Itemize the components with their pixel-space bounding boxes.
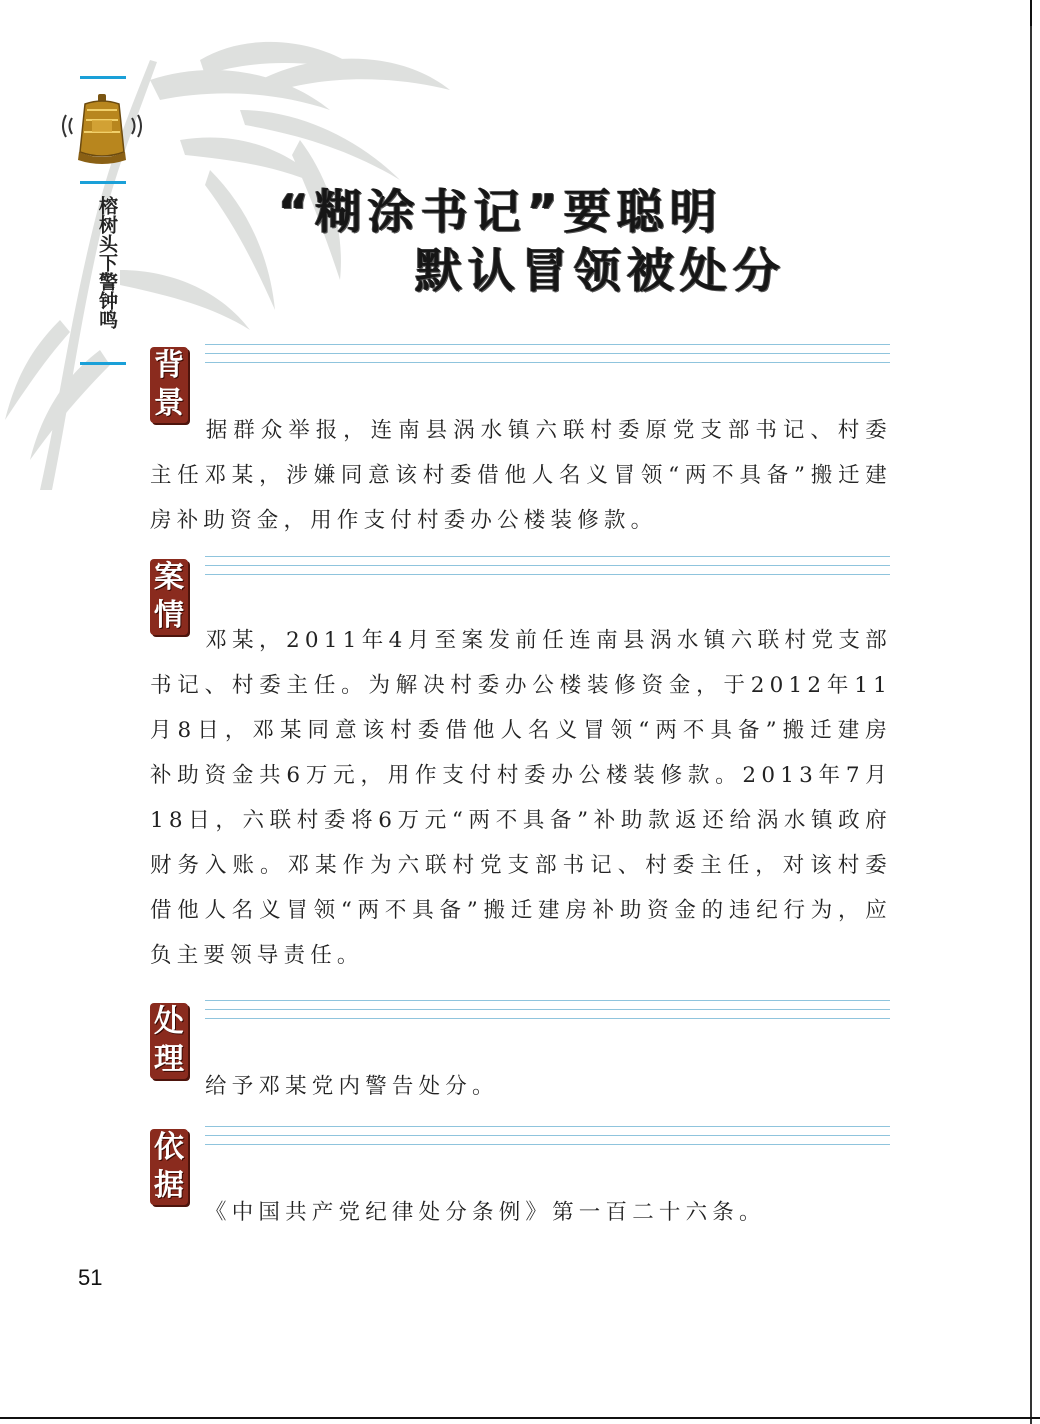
section-body-content: 邓某，2011年4月至案发前任连南县涡水镇六联村党支部书记、村委主任。为解决村委办公楼装修资金，于2012年11月8日，邓某同意该村委借他人名义冒领“两不具备”搬迁建房补助资金共6万元，用作支付村委办公楼装修款。2013年7月18日，六联村委将6万元“两不具备”补助款返还给涡水镇政府财务入账。邓某作为六联村党支部书记、村委主任，对该村委借他人名义冒领“两不具备”搬迁建房补助资金的违纪行为，应负主要领导责任。 xyxy=(150,628,892,968)
section-handling xyxy=(150,996,890,1116)
section-rule-lines xyxy=(205,552,890,580)
side-rule-middle xyxy=(80,181,126,184)
article-title-line-1: “糊涂书记”要聪明 xyxy=(278,185,723,240)
badge-char: 据 xyxy=(154,1168,184,1203)
section-background xyxy=(150,340,890,540)
section-rule-lines xyxy=(205,996,890,1024)
section-rule-lines xyxy=(205,1122,890,1150)
section-body-content: 给予邓某党内警告处分。 xyxy=(205,1074,499,1099)
section-body-content: 据群众举报，连南县涡水镇六联村委原党支部书记、村委主任邓某，涉嫌同意该村委借他人名义冒领“两不具备”搬迁建房补助资金，用作支付村委办公楼装修款。 xyxy=(150,418,892,533)
side-rule-top xyxy=(80,76,126,79)
crop-mark-bottom xyxy=(0,1417,1040,1419)
badge-char: 处 xyxy=(154,1004,184,1039)
side-rule-bottom xyxy=(80,362,126,365)
section-body-text xyxy=(150,408,892,543)
section-case-details xyxy=(150,552,890,992)
section-basis xyxy=(150,1122,890,1242)
section-body-text xyxy=(150,618,892,978)
bell-icon xyxy=(52,90,152,170)
page-number: 51 xyxy=(78,1265,103,1290)
badge-char: 依 xyxy=(154,1130,184,1165)
section-body-text xyxy=(150,1190,892,1235)
badge-char: 理 xyxy=(154,1042,184,1077)
article-title-line-2: 默认冒领被处分 xyxy=(415,244,786,299)
crop-mark-right xyxy=(1030,0,1032,1424)
badge-char: 背 xyxy=(154,348,184,383)
badge-char: 案 xyxy=(154,560,184,595)
section-rule-lines xyxy=(205,340,890,368)
series-title-vertical: 榕树头下警钟鸣 xyxy=(96,196,118,329)
badge-char: 情 xyxy=(154,598,184,633)
section-body-text xyxy=(150,1064,892,1109)
section-body-content: 《中国共产党纪律处分条例》第一百二十六条。 xyxy=(205,1200,766,1225)
badge-char: 景 xyxy=(154,386,184,421)
